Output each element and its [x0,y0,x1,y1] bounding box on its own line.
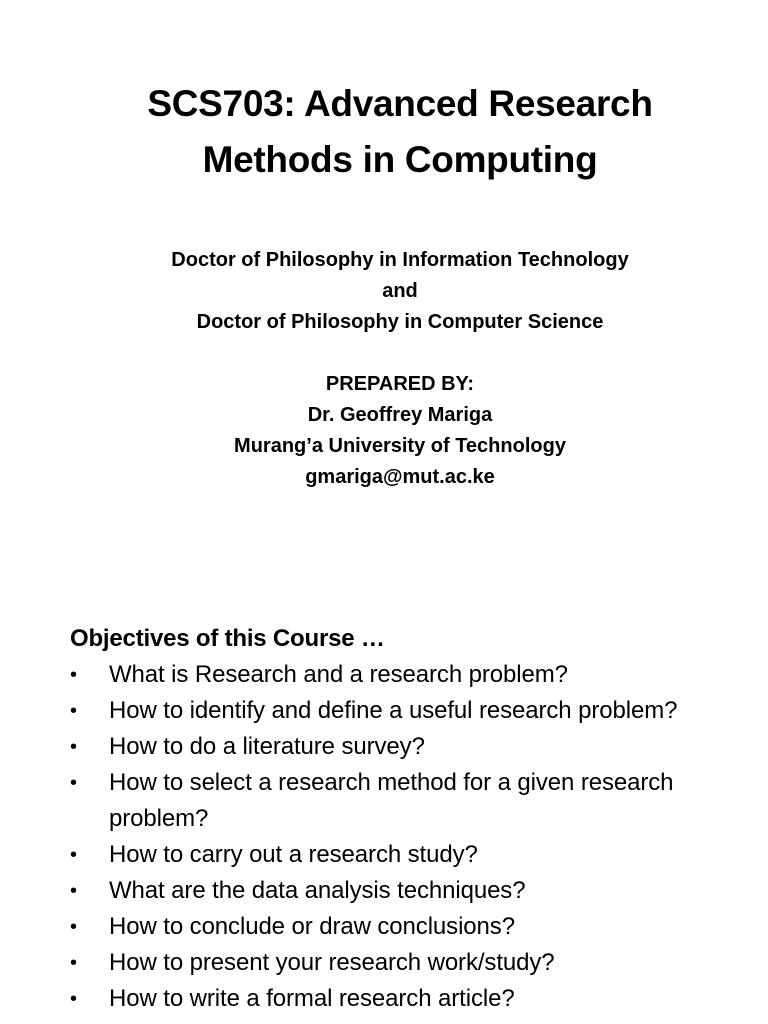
list-item [70,837,760,873]
bullet-icon: • [70,988,77,1010]
list-item [70,693,760,729]
bullet-icon: • [70,772,77,794]
program-and-author-block [0,245,768,493]
list-item-text: How to identify and define a useful research problem? [109,697,678,724]
list-item-text: How to select a research method for a given research problem? [109,769,674,832]
list-item-text: How to carry out a research study? [109,841,478,868]
bullet-icon: • [70,880,77,902]
course-title-line-1: SCS703: Advanced Research [147,83,653,124]
spacer [0,338,768,369]
list-item [70,909,760,945]
program-line-2: Doctor of Philosophy in Computer Science [196,311,604,333]
list-item [70,873,760,909]
list-item-text: How to conclude or draw conclusions? [109,913,515,940]
list-item [70,765,760,837]
objectives-heading: Objectives of this Course … [70,625,385,652]
bullet-icon: • [70,916,77,938]
author-email: gmariga@mut.ac.ke [305,466,495,488]
objectives-list [70,657,760,1017]
list-item [70,945,760,981]
list-item-text: How to do a literature survey? [109,733,425,760]
author-institution: Murang’a University of Technology [234,435,566,457]
list-item-text: What is Research and a research problem? [109,661,568,688]
course-title [0,76,768,188]
bullet-icon: • [70,700,77,722]
list-item-text: How to present your research work/study? [109,949,555,976]
bullet-icon: • [70,664,77,686]
list-item [70,981,760,1017]
prepared-by-label: PREPARED BY: [325,373,475,395]
bullet-icon: • [70,952,77,974]
bullet-icon: • [70,736,77,758]
bullet-icon: • [70,844,77,866]
author-name: Dr. Geoffrey Mariga [307,404,493,426]
course-title-line-2: Methods in Computing [202,139,598,180]
objectives-section [70,621,760,1017]
list-item-text: How to write a formal research article? [109,985,515,1012]
program-connector: and [382,280,418,302]
program-line-1: Doctor of Philosophy in Information Technology [171,249,629,271]
list-item [70,729,760,765]
list-item [70,657,760,693]
list-item-text: What are the data analysis techniques? [109,877,526,904]
